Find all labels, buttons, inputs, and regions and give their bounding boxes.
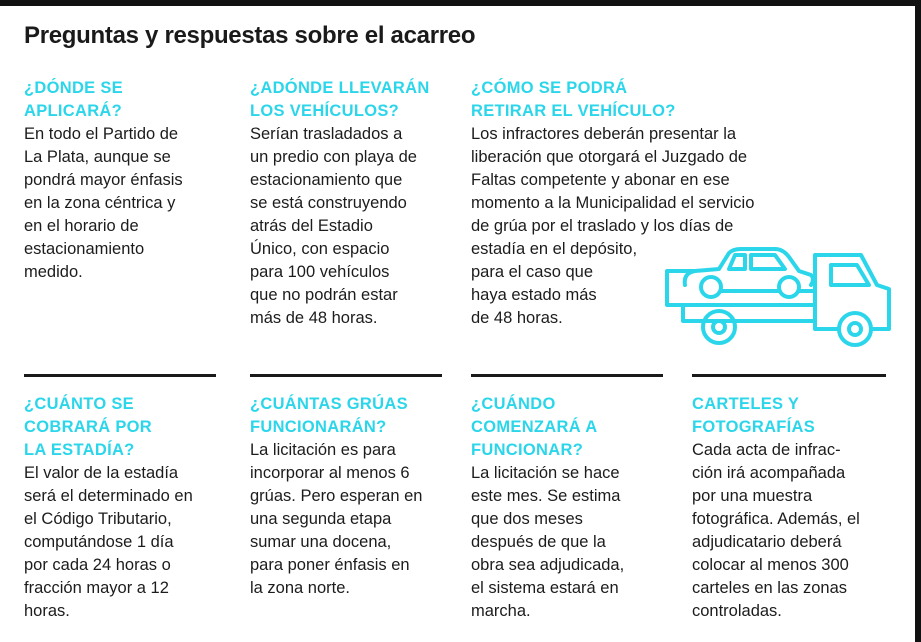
- text-line: haya estado más: [471, 286, 597, 304]
- divider: [250, 374, 442, 377]
- faq-item-adonde: [250, 77, 455, 330]
- text-line: después de que la: [471, 533, 606, 551]
- text-line: en la zona céntrica y: [24, 194, 176, 212]
- text-line: fotográfica. Además, el: [692, 510, 860, 528]
- text-line: carteles en las zonas: [692, 579, 848, 597]
- text-line: ¿CÓMO SE PODRÁ: [471, 79, 628, 97]
- faq-item-donde: [24, 77, 234, 284]
- text-line: La licitación es para: [250, 441, 396, 459]
- text-line: momento a la Municipalidad el servicio: [471, 194, 755, 212]
- text-line: ¿ADÓNDE LLEVARÁN: [250, 79, 430, 97]
- divider: [471, 374, 663, 377]
- faq-question: [250, 77, 455, 123]
- text-line: sumar una docena,: [250, 533, 392, 551]
- faq-answer: [250, 123, 455, 330]
- text-line: marcha.: [471, 602, 531, 620]
- text-line: ¿CUÁNTO SE: [24, 395, 134, 413]
- text-line: estacionamiento que: [250, 171, 403, 189]
- faq-question: [471, 393, 676, 462]
- text-line: medido.: [24, 263, 83, 281]
- faq-answer: [250, 439, 455, 600]
- text-line: estacionamiento: [24, 240, 145, 258]
- text-line: Los infractores deberán presentar la: [471, 125, 737, 143]
- text-line: La licitación se hace: [471, 464, 620, 482]
- text-line: La Plata, aunque se: [24, 148, 171, 166]
- text-line: LOS VEHÍCULOS?: [250, 102, 400, 120]
- text-line: APLICARÁ?: [24, 102, 123, 120]
- text-line: la zona norte.: [250, 579, 350, 597]
- text-line: FUNCIONAR?: [471, 441, 584, 459]
- text-line: El valor de la estadía: [24, 464, 179, 482]
- text-line: que no podrán estar: [250, 286, 398, 304]
- text-line: ¿CUÁNTAS GRÚAS: [250, 395, 408, 413]
- text-line: el Código Tributario,: [24, 510, 172, 528]
- text-line: En todo el Partido de: [24, 125, 179, 143]
- faq-answer: [471, 462, 676, 623]
- text-line: por una muestra: [692, 487, 813, 505]
- text-line: en el horario de: [24, 217, 139, 235]
- faq-item-cuantas: [250, 393, 455, 600]
- text-line: ¿DÓNDE SE: [24, 79, 123, 97]
- faq-question: [250, 393, 455, 439]
- text-line: controladas.: [692, 602, 782, 620]
- text-line: pondrá mayor énfasis: [24, 171, 183, 189]
- text-line: por cada 24 horas o: [24, 556, 171, 574]
- faq-question: [471, 77, 811, 123]
- text-line: estadía en el depósito,: [471, 240, 638, 258]
- text-line: ¿CUÁNDO: [471, 395, 556, 413]
- text-line: ción irá acompañada: [692, 464, 846, 482]
- text-line: para 100 vehículos: [250, 263, 390, 281]
- faq-answer: [692, 439, 897, 623]
- divider: [24, 374, 216, 377]
- faq-question: [24, 393, 229, 462]
- text-line: Cada acta de infrac-: [692, 441, 841, 459]
- page-title: Preguntas y respuestas sobre el acarreo: [24, 22, 476, 49]
- faq-answer: [24, 462, 229, 623]
- faq-item-cuando: [471, 393, 676, 623]
- text-line: COMENZARÁ A: [471, 418, 598, 436]
- text-line: Serían trasladados a: [250, 125, 403, 143]
- text-line: RETIRAR EL VEHÍCULO?: [471, 102, 676, 120]
- text-line: colocar al menos 300: [692, 556, 849, 574]
- text-line: más de 48 horas.: [250, 309, 378, 327]
- text-line: una segunda etapa: [250, 510, 392, 528]
- text-line: se está construyendo: [250, 194, 407, 212]
- text-line: que dos meses: [471, 510, 583, 528]
- text-line: fracción mayor a 12: [24, 579, 169, 597]
- divider: [692, 374, 886, 377]
- text-line: grúas. Pero esperan en: [250, 487, 423, 505]
- text-line: de 48 horas.: [471, 309, 563, 327]
- faq-answer: [24, 123, 234, 284]
- text-line: adjudicatario deberá: [692, 533, 842, 551]
- text-line: será el determinado en: [24, 487, 193, 505]
- text-line: COBRARÁ POR: [24, 418, 152, 436]
- tow-truck-icon: [663, 245, 897, 349]
- text-line: horas.: [24, 602, 70, 620]
- text-line: este mes. Se estima: [471, 487, 621, 505]
- text-line: Único, con espacio: [250, 240, 390, 258]
- text-line: CARTELES Y: [692, 395, 800, 413]
- text-line: computándose 1 día: [24, 533, 174, 551]
- text-line: atrás del Estadio: [250, 217, 373, 235]
- text-line: de grúa por el traslado y los días de: [471, 217, 734, 235]
- text-line: el sistema estará en: [471, 579, 619, 597]
- text-line: para el caso que: [471, 263, 594, 281]
- faq-question: [692, 393, 897, 439]
- text-line: LA ESTADÍA?: [24, 441, 135, 459]
- text-line: un predio con playa de: [250, 148, 417, 166]
- text-line: incorporar al menos 6: [250, 464, 410, 482]
- faq-item-cuanto: [24, 393, 229, 623]
- text-line: para poner énfasis en: [250, 556, 410, 574]
- text-line: FUNCIONARÁN?: [250, 418, 387, 436]
- text-line: liberación que otorgará el Juzgado de: [471, 148, 748, 166]
- text-line: obra sea adjudicada,: [471, 556, 625, 574]
- text-line: Faltas competente y abonar en ese: [471, 171, 730, 189]
- text-line: FOTOGRAFÍAS: [692, 418, 816, 436]
- faq-question: [24, 77, 234, 123]
- faq-item-carteles: [692, 393, 897, 623]
